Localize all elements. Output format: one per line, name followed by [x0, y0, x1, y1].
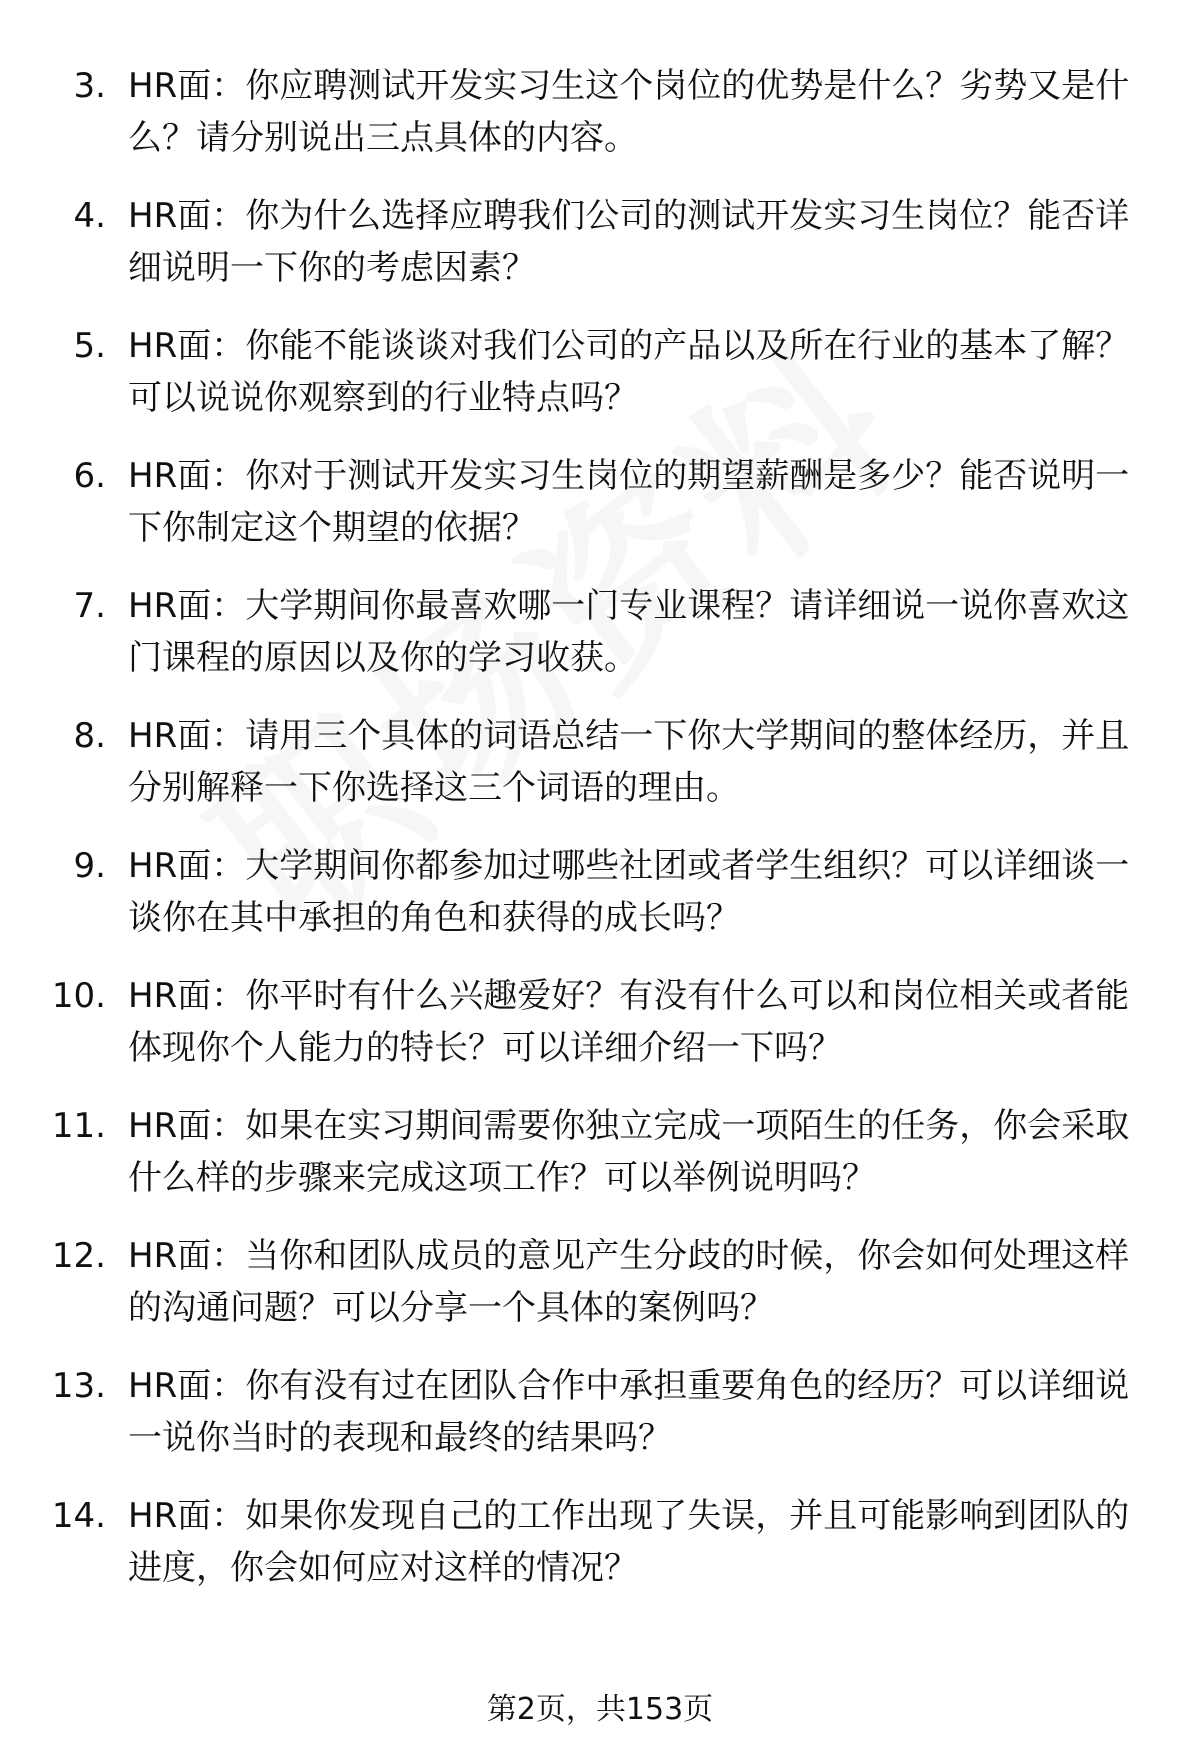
list-item — [0, 840, 1200, 970]
question-text: HR面：如果在实习期间需要你独立完成一项陌生的任务，你会采取什么样的步骤来完成这项工作？可以举例说明吗？ — [128, 1106, 1130, 1198]
question-text: HR面：大学期间你最喜欢哪一门专业课程？请详细说一说你喜欢这门课程的原因以及你的学习收获。 — [128, 586, 1130, 678]
question-number: 6. — [73, 456, 106, 496]
question-number: 7. — [73, 586, 106, 626]
question-number: 14. — [51, 1496, 106, 1536]
question-number: 3. — [73, 66, 106, 106]
list-item — [0, 60, 1200, 190]
list-item — [0, 1230, 1200, 1360]
list-item — [0, 970, 1200, 1100]
question-number: 12. — [51, 1236, 106, 1276]
list-item — [0, 1490, 1200, 1620]
question-text: HR面：大学期间你都参加过哪些社团或者学生组织？可以详细谈一谈你在其中承担的角色和获得的成长吗？ — [128, 846, 1130, 938]
question-number: 13. — [51, 1366, 106, 1406]
list-item — [0, 190, 1200, 320]
question-text: HR面：你应聘测试开发实习生这个岗位的优势是什么？劣势又是什么？请分别说出三点具体的内容。 — [128, 66, 1130, 158]
list-item — [0, 450, 1200, 580]
question-number: 4. — [73, 196, 106, 236]
question-number: 8. — [73, 716, 106, 756]
list-item — [0, 710, 1200, 840]
list-item — [0, 320, 1200, 450]
question-number: 11. — [51, 1106, 106, 1146]
question-text: HR面：你为什么选择应聘我们公司的测试开发实习生岗位？能否详细说明一下你的考虑因素？ — [128, 196, 1130, 288]
page-footer: 第2页，共153页 — [486, 1692, 714, 1727]
question-number: 5. — [73, 326, 106, 366]
list-item — [0, 1360, 1200, 1490]
question-text: HR面：你对于测试开发实习生岗位的期望薪酬是多少？能否说明一下你制定这个期望的依据？ — [128, 456, 1130, 548]
question-number: 9. — [73, 846, 106, 886]
list-item — [0, 580, 1200, 710]
question-text: HR面：当你和团队成员的意见产生分歧的时候，你会如何处理这样的沟通问题？可以分享一个具体的案例吗？ — [128, 1236, 1130, 1328]
question-text: HR面：你有没有过在团队合作中承担重要角色的经历？可以详细说一说你当时的表现和最终的结果吗？ — [128, 1366, 1130, 1458]
question-number: 10. — [51, 976, 106, 1016]
question-text: HR面：请用三个具体的词语总结一下你大学期间的整体经历，并且分别解释一下你选择这三个词语的理由。 — [128, 716, 1130, 808]
question-text: HR面：如果你发现自己的工作出现了失误，并且可能影响到团队的进度，你会如何应对这样的情况？ — [128, 1496, 1130, 1588]
list-item — [0, 1100, 1200, 1230]
question-text: HR面：你平时有什么兴趣爱好？有没有什么可以和岗位相关或者能体现你个人能力的特长？可以详细介绍一下吗？ — [128, 976, 1130, 1068]
question-text: HR面：你能不能谈谈对我们公司的产品以及所在行业的基本了解？可以说说你观察到的行业特点吗？ — [128, 326, 1130, 418]
question-list — [0, 60, 1200, 1620]
